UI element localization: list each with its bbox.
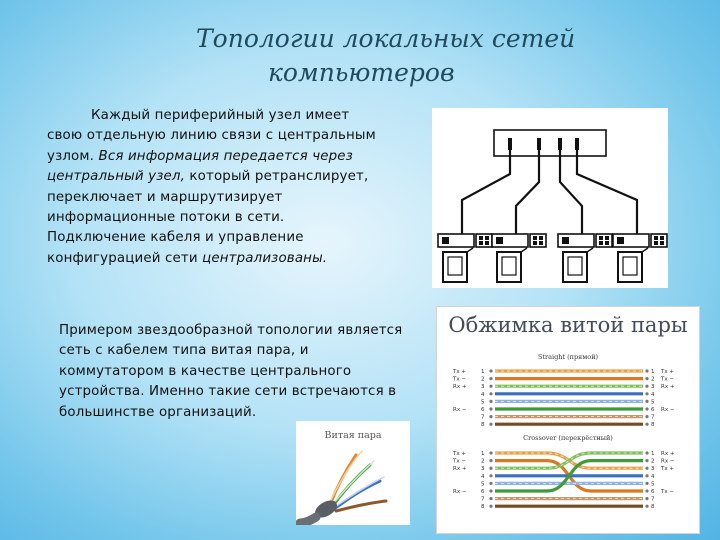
pin-label-left: Rx − xyxy=(453,489,467,495)
pin-marker xyxy=(489,459,492,462)
pin-number-right: 2 xyxy=(651,376,655,383)
pin-number-left: 4 xyxy=(481,391,485,398)
twisted-pair-image xyxy=(296,421,410,525)
pin-number-left: 3 xyxy=(481,384,485,391)
pin-label-right: Rx − xyxy=(661,458,675,465)
slide-title-line1: Топологии локальных сетей xyxy=(196,24,576,53)
pin-label-left: Rx + xyxy=(453,384,467,391)
pin-marker xyxy=(645,385,648,388)
pin-marker xyxy=(489,423,492,426)
pin-number-right: 7 xyxy=(651,496,655,503)
pin-number-left: 8 xyxy=(481,422,485,429)
workstation-icon xyxy=(492,234,546,282)
pin-marker xyxy=(645,497,648,500)
workstation-icon xyxy=(558,234,612,282)
pin-marker xyxy=(489,377,492,380)
pin-label-left: Tx − xyxy=(453,376,466,383)
pin-marker xyxy=(489,451,492,454)
pin-label-right: Rx − xyxy=(661,407,675,413)
star-topology-diagram xyxy=(432,108,668,288)
paragraph1-italic-b: централизованы. xyxy=(202,250,328,266)
pin-label-left: Tx + xyxy=(453,451,466,457)
pin-number-left: 5 xyxy=(481,481,485,488)
pin-marker xyxy=(645,459,648,462)
pin-number-left: 3 xyxy=(481,466,485,473)
pin-number-left: 7 xyxy=(481,496,485,503)
pin-marker xyxy=(489,505,492,508)
pin-marker xyxy=(489,497,492,500)
pin-number-left: 4 xyxy=(481,473,485,480)
paragraph1-text-b: который ретранслирует, переключает и маршрутизирует информационные потоки в сети. Подключение кабеля и управление конфигурацией сети xyxy=(47,169,369,266)
pin-marker xyxy=(489,392,492,395)
pin-number-right: 3 xyxy=(651,384,655,391)
crimp-title: Обжимка витой пары xyxy=(448,313,688,337)
pin-number-left: 2 xyxy=(481,376,485,383)
pin-number-left: 8 xyxy=(481,504,485,511)
pin-marker xyxy=(645,451,648,454)
pin-number-right: 6 xyxy=(651,407,655,413)
pin-number-left: 6 xyxy=(481,489,485,495)
pin-marker xyxy=(489,467,492,470)
pin-label-left: Rx + xyxy=(453,466,467,473)
pin-label-left: Rx − xyxy=(453,407,467,413)
star-topology-svg xyxy=(432,108,668,288)
pin-marker xyxy=(489,482,492,485)
pin-number-right: 8 xyxy=(651,504,655,511)
twisted-pair-label: Витая пара xyxy=(324,430,382,441)
pin-number-right: 7 xyxy=(651,414,655,421)
pin-number-right: 1 xyxy=(651,369,655,375)
pin-marker xyxy=(645,369,648,372)
pin-number-right: 5 xyxy=(651,399,655,406)
link-2 xyxy=(516,150,539,234)
crimp-wiring-svg xyxy=(437,307,699,533)
pin-number-left: 1 xyxy=(481,451,485,457)
pin-number-right: 3 xyxy=(651,466,655,473)
workstation-icon xyxy=(613,234,667,282)
pin-label-right: Tx − xyxy=(661,376,674,383)
crimp-diagram xyxy=(436,306,700,534)
pin-label-right: Rx + xyxy=(661,451,675,457)
pin-number-right: 8 xyxy=(651,422,655,429)
paragraph1-text-a: Каждый периферийный узел имеет свою отдельную линию связи с центральным узлом. xyxy=(47,108,376,164)
pin-label-left: Tx + xyxy=(453,369,466,375)
link-3 xyxy=(560,150,582,234)
pin-number-right: 6 xyxy=(651,489,655,495)
twisted-pair-illustration xyxy=(296,421,410,525)
pin-number-left: 1 xyxy=(481,369,485,375)
pin-marker xyxy=(489,400,492,403)
crossover-label: Crossover (перекрёстный) xyxy=(523,434,613,442)
pin-number-left: 7 xyxy=(481,414,485,421)
pin-label-right: Tx − xyxy=(661,489,674,495)
link-4 xyxy=(577,150,637,234)
pin-label-right: Tx + xyxy=(661,466,674,473)
pin-marker xyxy=(645,482,648,485)
pin-marker xyxy=(645,474,648,477)
pin-number-left: 5 xyxy=(481,399,485,406)
pin-marker xyxy=(489,474,492,477)
pin-marker xyxy=(645,505,648,508)
pin-label-left: Tx − xyxy=(453,458,466,465)
pin-number-right: 1 xyxy=(651,451,655,457)
pin-marker xyxy=(645,423,648,426)
workstation-icon xyxy=(438,234,492,282)
pin-marker xyxy=(489,385,492,388)
pin-marker xyxy=(645,392,648,395)
link-1 xyxy=(462,150,510,234)
pin-number-left: 2 xyxy=(481,458,485,465)
pin-marker xyxy=(489,415,492,418)
pin-label-right: Rx + xyxy=(661,384,675,391)
pin-number-right: 4 xyxy=(651,473,655,480)
pin-number-right: 4 xyxy=(651,391,655,398)
pin-number-right: 2 xyxy=(651,458,655,465)
pin-marker xyxy=(645,407,648,410)
pin-number-right: 5 xyxy=(651,481,655,488)
pin-marker xyxy=(645,489,648,492)
slide-title-line2: компьютеров xyxy=(268,58,455,87)
paragraph-example: Примером звездообразной топологии является сеть с кабелем типа витая пара, и коммутатором в качестве центрального устройства. Именно такие сети встречаются в большинстве организаций. xyxy=(59,323,403,420)
pin-number-left: 6 xyxy=(481,407,485,413)
pin-marker xyxy=(645,377,648,380)
pin-marker xyxy=(645,467,648,470)
pin-marker xyxy=(489,489,492,492)
pin-marker xyxy=(489,407,492,410)
paragraph-star-description xyxy=(47,106,377,269)
paragraph1-italic-a: Вся информация передается через центральный узел, xyxy=(47,148,353,185)
pin-marker xyxy=(489,369,492,372)
pin-label-right: Tx + xyxy=(661,369,674,375)
pin-marker xyxy=(645,400,648,403)
pin-marker xyxy=(645,415,648,418)
straight-label: Straight (прямой) xyxy=(537,353,599,361)
slide-title xyxy=(150,22,620,90)
